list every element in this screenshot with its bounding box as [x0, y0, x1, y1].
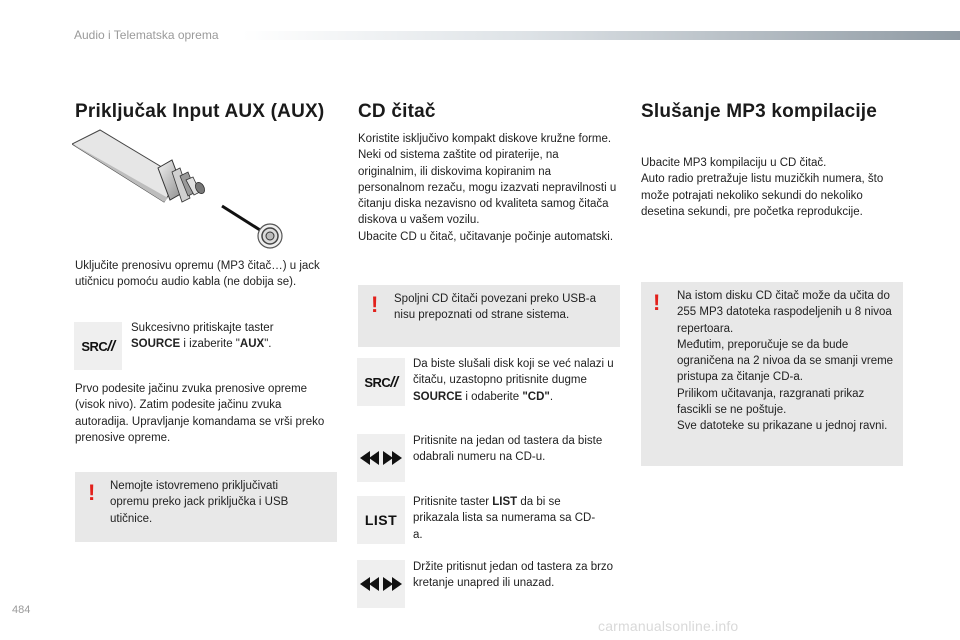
aux-intro-text: Uključite prenosivu opremu (MP3 čitač…) u jack utičnicu pomoću audio kabla (ne dobija se).	[75, 260, 320, 289]
fast-forward-rewind-icon	[357, 560, 405, 608]
skip-track-icon	[357, 434, 405, 482]
watermark: carmanualsonline.info	[598, 618, 739, 634]
src-button-icon: SRC//	[74, 322, 122, 370]
warning-icon: !	[371, 292, 379, 317]
list-button-icon: LIST	[357, 496, 405, 544]
aux-warning-text: Nemojte istovremeno priključivati opremu preko jack priključka i USB utičnice.	[110, 480, 289, 525]
aux-volume-text: Prvo podesite jačinu zvuka prenosive opreme (visok nivo). Zatim podesite jačinu zvuka autoradija. Upravljanje komandama se vrši preko prenosive opreme.	[75, 383, 325, 444]
cd-step-scan-text: Držite pritisnut jedan od tastera za brzo kretanje unapred ili unazad.	[413, 561, 614, 590]
aux-step-text: Sukcesivno pritiskajte taster SOURCE i izaberite "AUX".	[131, 322, 274, 351]
cd-warning-text: Spoljni CD čitači povezani preko USB-a nisu prepoznati od strane sistema.	[394, 293, 596, 322]
running-head: Audio i Telematska oprema	[74, 28, 219, 42]
aux-title: Priključak Input AUX (AUX)	[75, 101, 325, 122]
warning-icon: !	[653, 290, 661, 315]
aux-jack-illustration	[72, 128, 302, 256]
cd-intro-text: Koristite isključivo kompakt diskove kružne forme. Neki od sistema zaštite od piraterije, na originalnim, ili diskovima kopiranim na personalnom rezaču, mogu izazvati nepravilnosti u čitanju diska nezavisno od kvaliteta samog čitača diskova u vašem vozilu. Ubacite CD u čitač, učitavanje počinje automatski.	[358, 133, 617, 243]
cd-title: CD čitač	[358, 101, 436, 122]
cd-step-track-text: Pritisnite na jedan od tastera da biste odabrali numeru na CD-u.	[413, 435, 603, 464]
mp3-title: Slušanje MP3 kompilacije	[641, 101, 878, 122]
cd-step-source-text: Da biste slušali disk koji se već nalazi u čitaču, uzastopno pritisnite dugme SOURCE i odaberite "CD".	[413, 358, 614, 403]
mp3-intro-text: Ubacite MP3 kompilaciju u CD čitač. Auto radio pretražuje listu muzičkih numera, što može potrajati nekoliko sekundi do nekoliko desetina sekundi, pre početka reprodukcije.	[641, 157, 884, 218]
page-number: 484	[12, 604, 31, 616]
warning-icon: !	[88, 480, 96, 505]
header-bar	[242, 31, 960, 40]
cd-step-list-text: Pritisnite taster LIST da bi se prikazala lista sa numerama sa CD-a.	[413, 496, 596, 541]
src-button-icon: SRC//	[357, 358, 405, 406]
mp3-warning-text: Na istom disku CD čitač može da učita do 255 MP3 datoteka raspodeljenih u 8 nivoa repertoara. Međutim, preporučuje se da bude ograničena na 2 nivoa da se smanji vreme pristupa za čitanje CD-a. Prilikom učitavanja, razgranati prikaz fascikli se ne poštuje. Sve datoteke su prikazane u jednoj ravni.	[677, 290, 894, 433]
